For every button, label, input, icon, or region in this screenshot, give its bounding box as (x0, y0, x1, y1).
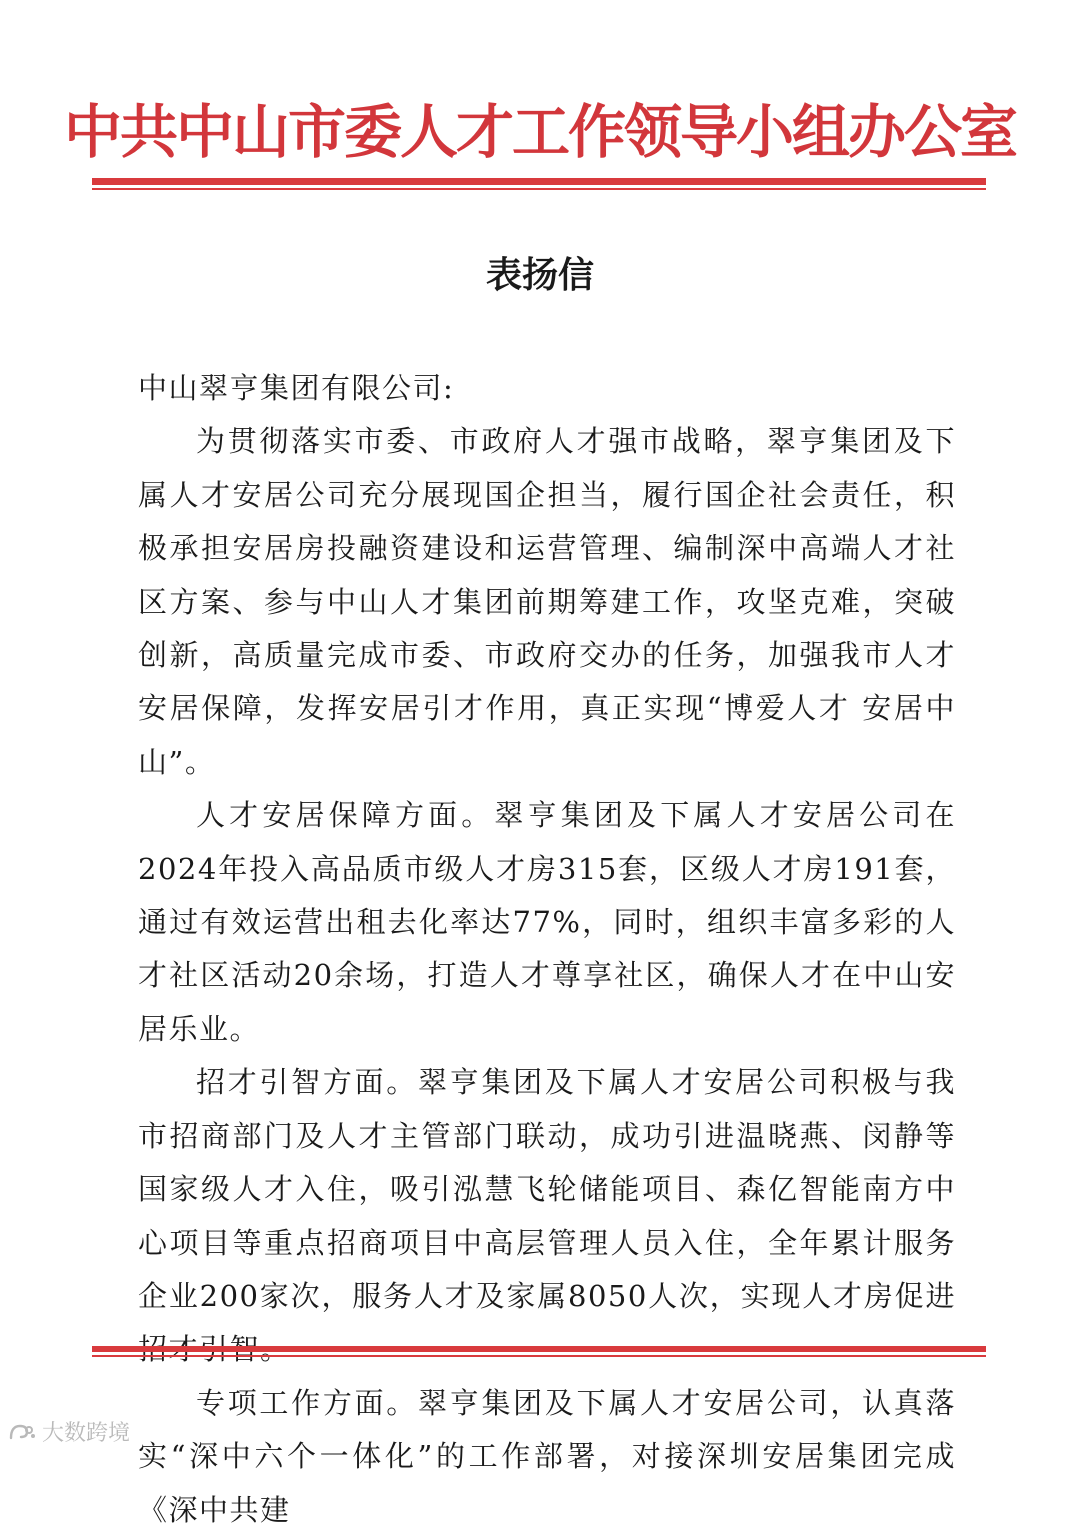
watermark (8, 1416, 130, 1447)
paragraph-intro: 为贯彻落实市委、市政府人才强市战略，翠亨集团及下属人才安居公司充分展现国企担当，履行国企社会责任，积极承担安居房投融资建设和运营管理、编制深中高端人才社区方案、参与中山人才集团前期筹建工作，攻坚克难，突破创新，高质量完成市委、市政府交办的任务，加强我市人才安居保障，发挥安居引才作用，真正实现“博爱人才 安居中山”。 (138, 424, 956, 779)
watermark-logo-icon (8, 1421, 36, 1443)
paragraph-special-work: 专项工作方面。翠亨集团及下属人才安居公司，认真落实“深中六个一体化”的工作部署，对接深圳安居集团完成《深中共建 (138, 1385, 956, 1527)
issuing-office-header: 中共中山市委人才工作领导小组办公室 (63, 98, 1016, 166)
footer-red-rule-thin (92, 1355, 986, 1357)
watermark-text: 大数跨境 (42, 1421, 131, 1446)
salutation: 中山翠亨集团有限公司: (138, 371, 455, 405)
letter-title: 表扬信 (485, 255, 594, 296)
letter-body (138, 362, 956, 1537)
footer-red-rule-thick (92, 1346, 986, 1352)
header-red-rule-thick (92, 178, 986, 185)
paragraph-talent-recruitment: 招才引智方面。翠亨集团及下属人才安居公司积极与我市招商部门及人才主管部门联动，成功引进温晓燕、闵静等国家级人才入住，吸引泓慧飞轮储能项目、森亿智能南方中心项目等重点招商项目中高层管理人员入住，全年累计服务企业200家次，服务人才及家属8050人次，实现人才房促进 (138, 1065, 956, 1313)
paragraph-housing-guarantee: 人才安居保障方面。翠亨集团及下属人才安居公司在2024年投入高品质市级人才房315套，区级人才房191套，通过有效运营出租去化率达77%，同时，组织丰富多彩的人才社区活动20余场，打造人才尊享社区，确保人才在中山安居乐业。 (138, 798, 956, 1046)
header-red-rule-thin (92, 188, 986, 190)
